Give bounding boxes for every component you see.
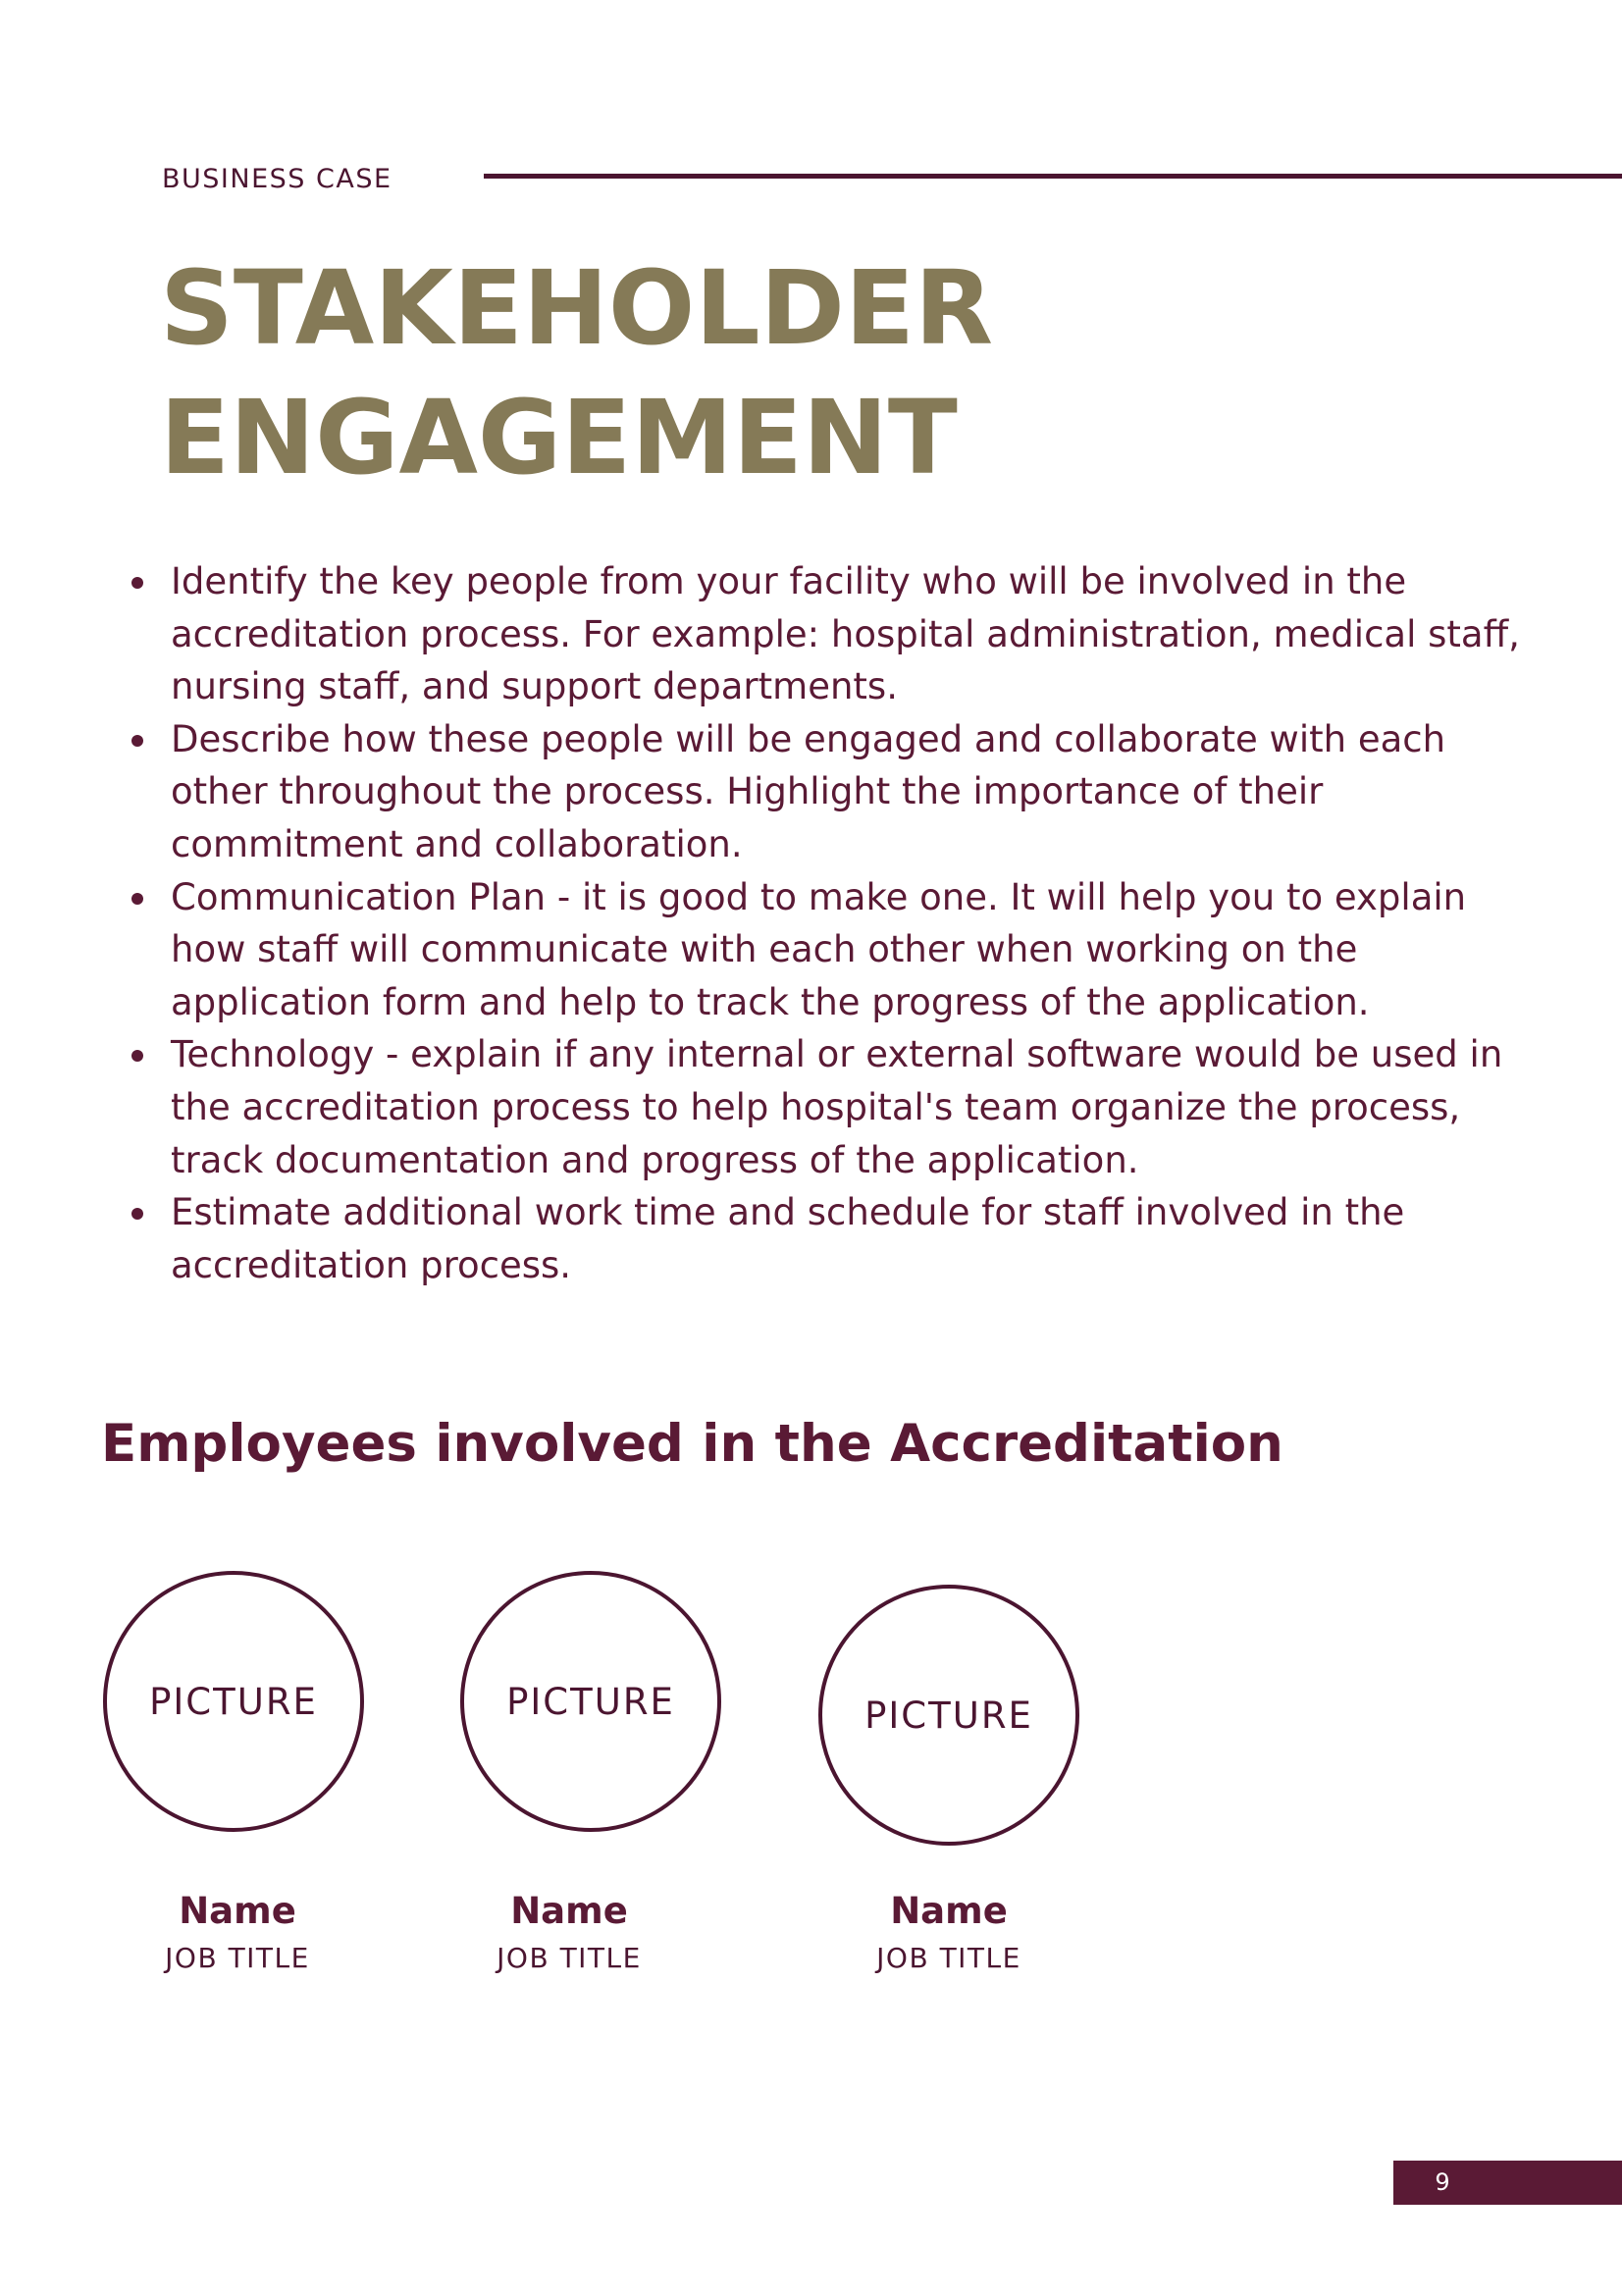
employees-heading: Employees involved in the Accreditation bbox=[101, 1414, 1283, 1474]
page-number: 9 bbox=[1435, 2168, 1450, 2196]
employee-name: Name bbox=[510, 1890, 628, 1932]
employee-job-title: JOB TITLE bbox=[165, 1942, 310, 1974]
bullet-text: Communication Plan - it is good to make one. It will help you to explain how staff will communicate with each other when working on the application form and help to track the progress of the application. bbox=[171, 875, 1467, 1023]
employee-name: Name bbox=[179, 1890, 296, 1932]
bullet-dot-icon bbox=[131, 1050, 143, 1062]
guidance-bullet-list bbox=[128, 555, 1541, 1291]
employee-card bbox=[456, 1571, 731, 1983]
bullet-dot-icon bbox=[131, 1208, 143, 1220]
employee-card bbox=[815, 1585, 1090, 1983]
employee-job-title: JOB TITLE bbox=[876, 1942, 1021, 1974]
picture-label: PICTURE bbox=[506, 1680, 675, 1723]
picture-placeholder[interactable] bbox=[103, 1571, 364, 1832]
bullet-item bbox=[128, 555, 1541, 713]
bullet-dot-icon bbox=[131, 893, 143, 905]
picture-placeholder[interactable] bbox=[818, 1585, 1079, 1846]
bullet-dot-icon bbox=[131, 735, 143, 747]
bullet-item bbox=[128, 871, 1541, 1029]
bullet-text: Estimate additional work time and schedule for staff involved in the accreditation process. bbox=[171, 1191, 1405, 1286]
page-title-line-2: ENGAGEMENT bbox=[160, 378, 958, 497]
employee-job-title: JOB TITLE bbox=[497, 1942, 642, 1974]
page-title-line-1: STAKEHOLDER bbox=[160, 248, 994, 368]
section-eyebrow: BUSINESS CASE bbox=[162, 164, 392, 194]
picture-label: PICTURE bbox=[149, 1680, 318, 1723]
header-divider bbox=[484, 174, 1622, 179]
bullet-item bbox=[128, 1186, 1541, 1291]
bullet-dot-icon bbox=[131, 577, 143, 589]
bullet-item bbox=[128, 1028, 1541, 1186]
bullet-item bbox=[128, 713, 1541, 871]
picture-placeholder[interactable] bbox=[460, 1571, 721, 1832]
employee-card bbox=[100, 1571, 375, 1983]
employee-name: Name bbox=[890, 1890, 1008, 1932]
page-number-badge bbox=[1393, 2161, 1622, 2205]
bullet-text: Describe how these people will be engaged and collaborate with each other throughout the process. Highlight the importance of their commitment and collaboration. bbox=[171, 717, 1446, 865]
page-title bbox=[160, 243, 993, 502]
bullet-text: Technology - explain if any internal or external software would be used in the accreditation process to help hospital's team organize the process, track documentation and progress of the application. bbox=[171, 1033, 1503, 1181]
picture-label: PICTURE bbox=[864, 1694, 1033, 1737]
bullet-text: Identify the key people from your facility who will be involved in the accreditation process. For example: hospital administration, medical staff, nursing staff, and support departments. bbox=[171, 560, 1520, 708]
